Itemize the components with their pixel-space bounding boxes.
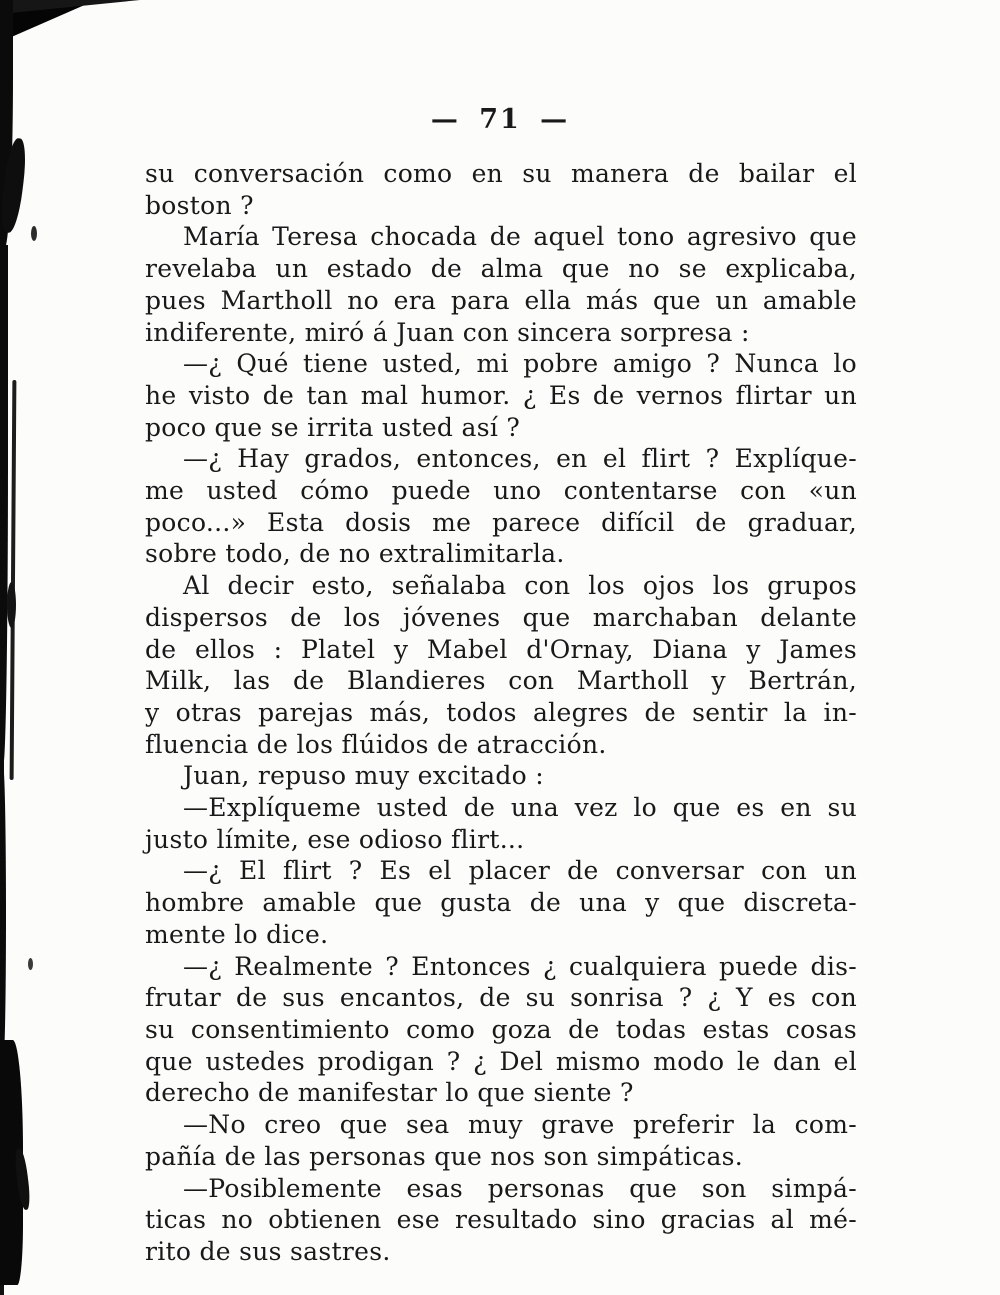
text-line: justo límite, ese odioso flirt... <box>145 824 525 854</box>
text-line: Al decir esto, señalaba con los ojos los grupos <box>183 571 857 601</box>
text-line: María Teresa chocada de aquel tono agresivo que <box>183 222 857 252</box>
text-line: he visto de tan mal humor. ¿ Es de vernos flirtar un <box>145 380 857 410</box>
text-line: pues Martholl no era para ella más que un amable <box>145 285 857 315</box>
text-line: boston ? <box>145 190 254 220</box>
text-line: —¿ Qué tiene usted, mi pobre amigo ? Nunca lo <box>183 349 857 379</box>
text-line: indiferente, miró á Juan con sincera sorpresa : <box>145 317 750 347</box>
scan-artifact-mark-mid <box>7 582 16 628</box>
text-line: su consentimiento como goza de todas estas cosas <box>145 1014 857 1044</box>
text-line: dispersos de los jóvenes que marchaban delante <box>145 602 857 632</box>
text-line: revelaba un estado de alma que no se explicaba, <box>145 254 857 284</box>
text-line: poco...» Esta dosis me parece difícil de graduar, <box>145 507 857 537</box>
text-line: Milk, las de Blandieres con Martholl y Bertrán, <box>145 666 857 696</box>
scan-artifact-bar-mid <box>0 245 8 765</box>
text-line: Juan, repuso muy excitado : <box>183 761 544 791</box>
text-line: que ustedes prodigan ? ¿ Del mismo modo le dan el <box>145 1046 857 1076</box>
text-line: me usted cómo puede uno contentarse con «un <box>145 476 857 506</box>
text-line: sobre todo, de no extralimitarla. <box>145 539 565 569</box>
text-line: su conversación como en su manera de bailar el <box>145 159 857 188</box>
text-line: ticas no obtienen ese resultado sino gracias al mé- <box>145 1205 857 1235</box>
text-line: y otras parejas más, todos alegres de sentir la in- <box>145 697 857 727</box>
text-line: —¿ Hay grados, entonces, en el flirt ? Explíque- <box>183 444 857 474</box>
page-text <box>145 158 857 1268</box>
text-line: poco que se irrita usted así ? <box>145 412 521 442</box>
text-line: fluencia de los flúidos de atracción. <box>145 729 607 759</box>
text-line: de ellos : Platel y Mabel d'Ornay, Diana y James <box>145 634 857 664</box>
text-line: hombre amable que gusta de una y que discreta- <box>145 888 857 918</box>
text-line: —¿ Realmente ? Entonces ¿ cualquiera puede dis- <box>183 951 857 981</box>
scan-artifact-dot-lower <box>28 958 33 970</box>
scan-artifact-bar-low <box>0 765 6 1065</box>
scan-artifact-corner-streak <box>0 0 140 14</box>
scan-artifact-thin-line <box>10 380 17 780</box>
text-line: —No creo que sea muy grave preferir la com- <box>183 1110 857 1140</box>
text-line: mente lo dice. <box>145 919 329 949</box>
text-line: rito de sus sastres. <box>145 1236 391 1266</box>
scan-artifact-dot-upper <box>31 226 37 241</box>
page-number: — 71 — <box>430 104 570 135</box>
text-line: —¿ El flirt ? Es el placer de conversar con un <box>183 856 857 886</box>
text-line: pañía de las personas que nos son simpáticas. <box>145 1141 744 1171</box>
text-line: —Explíqueme usted de una vez lo que es en su <box>183 793 857 823</box>
text-line: —Posiblemente esas personas que son simpá- <box>183 1173 857 1203</box>
text-line: derecho de manifestar lo que siente ? <box>145 1078 634 1108</box>
text-line: frutar de sus encantos, de su sonrisa ? ¿ Y es con <box>145 983 857 1013</box>
